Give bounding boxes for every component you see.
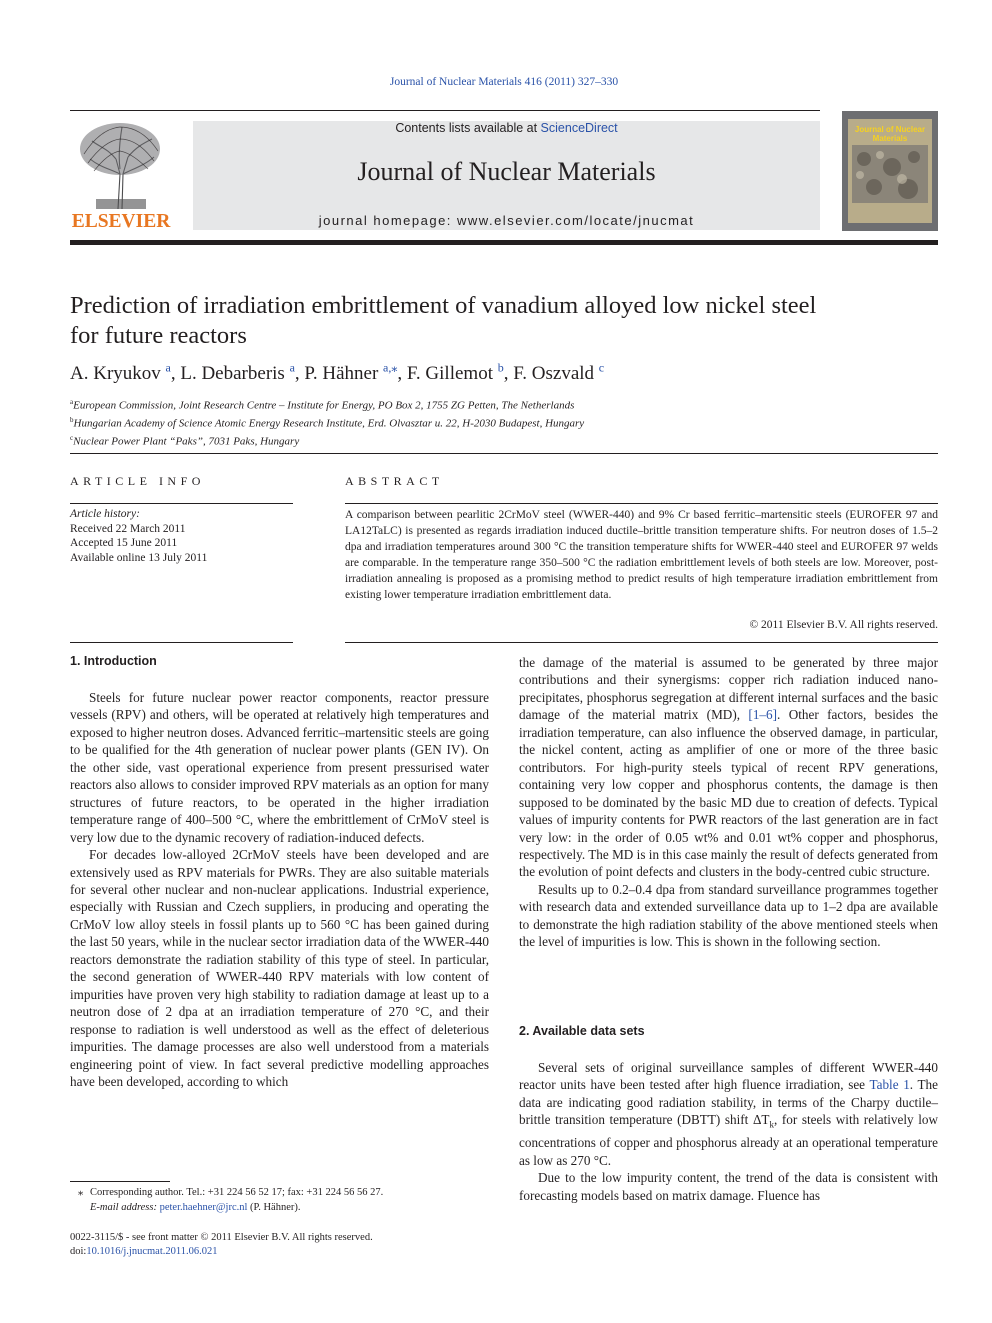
article-history bbox=[70, 507, 293, 565]
abstract-copyright: © 2011 Elsevier B.V. All rights reserved. bbox=[749, 619, 938, 631]
cover-title: Journal of Nuclear Materials bbox=[854, 125, 926, 143]
abstract-text: A comparison between pearlitic 2CrMoV steel (WWER-440) and 9% Cr based ferritic–martensitic steels (EUROFER 97 and LA12TaLC) is presented as regards irradiation induced ductile–brittle transition temperature shifts. For neutron doses of 1.5–2 dpa and irradiation temperatures around 300 °C the transition temperature shifts for WWER-440 steel and EUROFER 97 welds are comparable. In the temperature range 350–500 °C the radiation embrittlement levels of both steels are low. Moreover, post-irradiation annealing is proposed as a promising method to predict results of high temperature irradiation embrittlement from existing lower temperature irradiation embrittlement data. bbox=[345, 509, 938, 601]
author-affil-marker[interactable]: c bbox=[598, 361, 605, 375]
header-thick-rule bbox=[70, 240, 938, 245]
author-affil-marker[interactable]: a,⁎ bbox=[383, 361, 398, 375]
footnote bbox=[70, 1186, 490, 1215]
abstract-rule-bottom bbox=[345, 642, 938, 643]
section-heading-datasets: 2. Available data sets bbox=[519, 1024, 645, 1038]
reference-link[interactable]: [1–6] bbox=[748, 707, 777, 723]
elsevier-logo[interactable] bbox=[70, 119, 172, 233]
journal-homepage[interactable]: journal homepage: www.elsevier.com/locate/jnucmat bbox=[318, 213, 695, 228]
affiliation: $^b$Hungarian Academy of Science Atomic Energy Research Institute, Erd. Olvasztar u. 22, H-2030 Budapest, Hungary bbox=[70, 416, 585, 430]
title-line-1: Prediction of irradiation embrittlement of vanadium alloyed low nickel steel bbox=[70, 292, 817, 319]
abstract-rule bbox=[345, 503, 938, 504]
author: L. Debarberis $^a$, bbox=[180, 361, 305, 385]
journal-citation[interactable]: Journal of Nuclear Materials 416 (2011) 327–330 bbox=[389, 76, 619, 88]
author: A. Kryukov $^a$, bbox=[70, 361, 181, 385]
cover-image bbox=[852, 145, 928, 203]
article-info-rule bbox=[70, 503, 293, 504]
author-affil-marker[interactable]: b bbox=[497, 361, 504, 375]
abstract-heading: ABSTRACT bbox=[345, 474, 444, 488]
paragraph: the damage of the material is assumed to be generated by three major contributions and their synergisms: copper rich radiation induced nano-precipitates, phosphorus segregation at different internal surfaces and the basic damage of the material matrix (MD), [1–6]. Other factors, besides the irradiation temperature, can also influence the observed damage, in particular, the nickel content, acting as amplifier of one or more of the three basic contributors. For high-purity steels typical of recent RPV generations, containing very low copper and phosphorus contents, the damage is then supposed to be dominated by the basic MD due to creation of defects. Typical values of impurity contents for PWR reactors of the last generation are in fact very low: in the order of 0.05 wt% and 0.01 wt% copper and phosphorus, respectively. The MD is in this case mainly the result of defects generated from the evolution of point defects and clusters in the body-centred cubic structure. bbox=[519, 655, 939, 880]
affiliations bbox=[70, 395, 938, 449]
column-right-top bbox=[519, 654, 938, 951]
contents-prefix: Contents lists available at bbox=[395, 121, 541, 135]
cover-micrograph-icon bbox=[852, 145, 928, 203]
author: P. Hähner $^{a,⁎}$, bbox=[304, 361, 407, 385]
author-affil-marker[interactable]: a bbox=[165, 361, 171, 375]
paragraph: Steels for future nuclear power reactor components, reactor pressure vessels (RPV) and others, will be operated at relatively high temperatures and exposed to higher neutron doses. Advanced ferritic–martensitic steels are going to be qualified for the 4th generation of nuclear power plants (GEN IV). On the other side, vast operational experience from present pressurised water reactors also allows to consider improved RPV materials as an option for many structures of future reactors, to be operated in the higher irradiation temperature range of 400–500 °C, where the embrittlement of CrMoV steel is very low due to the dynamic recovery of radiation-induced defects. bbox=[70, 690, 489, 845]
elsevier-wordmark: ELSEVIER bbox=[71, 211, 171, 232]
online-date: Available online 13 July 2011 bbox=[70, 551, 208, 564]
title-line-2: for future reactors bbox=[70, 322, 247, 349]
affiliation: $^c$Nuclear Power Plant “Paks”, 7031 Paks, Hungary bbox=[70, 434, 300, 448]
author: F. Gillemot $^b$, bbox=[406, 361, 514, 385]
doi-link[interactable]: 10.1016/j.jnucmat.2011.06.021 bbox=[86, 1246, 218, 1257]
paragraph: Results up to 0.2–0.4 dpa from standard surveillance programmes together with research data and extended surveillance data up to 1–2 dpa are available to demonstrate the high radiation stability of the above mentioned steels when the level of impurities is low. This is shown in the following section. bbox=[519, 881, 938, 950]
issn-line: 0022-3115/$ - see front matter © 2011 Elsevier B.V. All rights reserved. bbox=[70, 1232, 373, 1243]
paragraph: Due to the low impurity content, the trend of the data is consistent with forecasting models based on matrix damage. Fluence has bbox=[519, 1170, 938, 1203]
accepted-date: Accepted 15 June 2011 bbox=[70, 537, 178, 549]
received-date: Received 22 March 2011 bbox=[70, 522, 186, 535]
section-rule bbox=[70, 453, 938, 454]
header-rule bbox=[70, 110, 820, 111]
paragraph: Several sets of original surveillance samples of different WWER-440 reactor units have been tested after high fluence irradiation, see Table 1. The data are indicating good radiation stability, in terms of the Charpy ductile–brittle transition temperature (DBTT) shift $\Delta T_k$, for steels with relatively low concentrations of copper and phosphorus already at an operational temperature as low as 270 °C. bbox=[519, 1060, 938, 1168]
history-label: Article history: bbox=[70, 508, 140, 520]
email-line: E-mail address: peter.haehner@jrc.nl (P. Hähner). bbox=[90, 1201, 301, 1213]
author-list bbox=[70, 361, 938, 385]
publication-info bbox=[70, 1231, 490, 1259]
author-affil-marker[interactable]: a bbox=[289, 361, 295, 375]
footnote-rule bbox=[70, 1181, 170, 1182]
doi-line: doi:10.1016/j.jnucmat.2011.06.021 bbox=[70, 1246, 218, 1257]
article-title bbox=[70, 291, 938, 351]
column-left bbox=[70, 689, 489, 1090]
author: F. Oszvald $^c$ bbox=[513, 361, 605, 385]
contents-line bbox=[193, 121, 820, 135]
article-info-rule-bottom bbox=[70, 642, 293, 643]
journal-cover[interactable] bbox=[842, 111, 938, 231]
corresponding-author: ⁎ Corresponding author. Tel.: +31 224 56 52 17; fax: +31 224 56 56 27. bbox=[78, 1187, 384, 1198]
column-right-bottom bbox=[519, 1059, 938, 1204]
section-heading-introduction: 1. Introduction bbox=[70, 654, 157, 668]
journal-title: Journal of Nuclear Materials bbox=[357, 157, 656, 186]
email-link[interactable]: peter.haehner@jrc.nl bbox=[159, 1201, 248, 1213]
paragraph: For decades low-alloyed 2CrMoV steels have been developed and are extensively used as RPV materials for PWRs. They are also suitable materials for several other nuclear and non-nuclear applications. Industrial experience, especially with Russian and Czech suppliers, in producing and operating the CrMoV low alloy steels in fossil plants up to 560 °C has been gained during the last 50 years, while in the nuclear sector irradiation data of the WWER-440 reactors demonstrate the radiation stability of this type of steel. In particular, the second generation of WWER-440 RPV materials with low content of impurities have proven very high stability to radiation damage at least up to a neutron dose of 2 dpa at an irradiation temperature of 270 °C, and their response to radiation is well understood as well as the effect of deleterious impurities. The damage processes are also well understood from a materials engineering point of view. In fact several predictive modelling approaches have been developed, according to which bbox=[70, 847, 489, 1089]
tree-icon bbox=[70, 119, 172, 211]
article-info-heading: ARTICLE INFO bbox=[70, 474, 205, 488]
affiliation: $^a$European Commission, Joint Research Centre – Institute for Energy, PO Box 2, 1755 ZG Petten, The Netherlands bbox=[70, 398, 575, 412]
table-link[interactable]: Table 1 bbox=[869, 1077, 910, 1093]
sciencedirect-link[interactable]: ScienceDirect bbox=[540, 121, 618, 135]
